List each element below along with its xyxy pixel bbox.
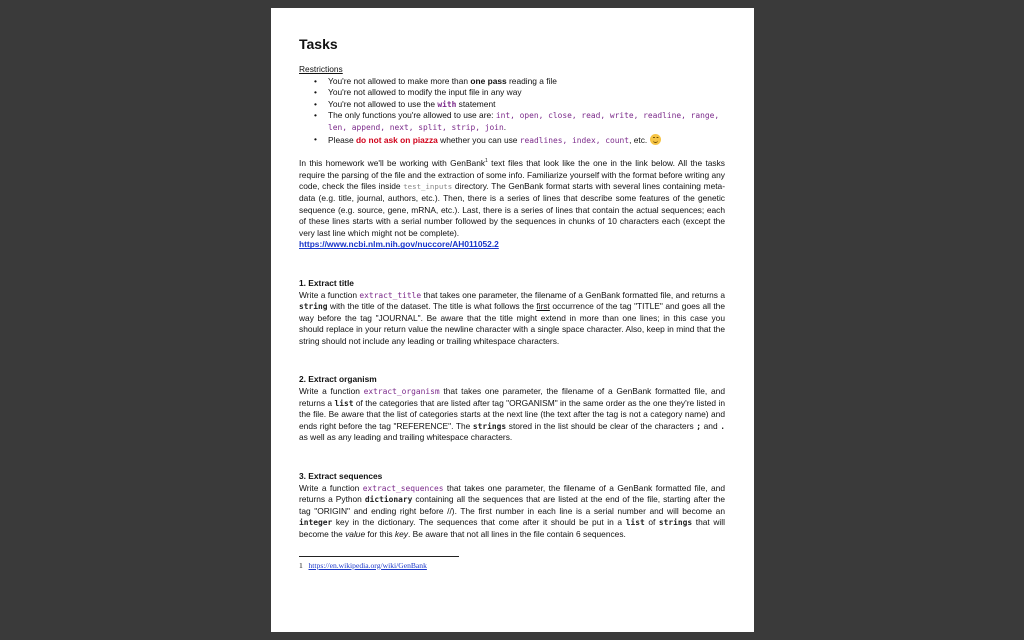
character: . (720, 421, 725, 431)
bullet-icon: • (314, 75, 317, 86)
list-item (314, 75, 725, 88)
text: with the title of the dataset. The title is what follows the (327, 301, 537, 312)
text: that takes one parameter, the filename of a GenBank formatted file, and returns a Python (299, 482, 725, 505)
text: Write a function (299, 386, 364, 397)
bullet-icon: • (314, 98, 317, 109)
section-extract-sequences (299, 471, 725, 541)
footnote (299, 560, 725, 572)
footnote-number: 1 (299, 560, 303, 570)
inline-code: int, open, close, read, write, readline, range, len, append, next, split, strip, join (328, 111, 720, 132)
inline-code: readlines, index, count (519, 135, 630, 145)
type-name: list (334, 398, 354, 408)
text: and (701, 420, 721, 431)
text: , etc. (629, 134, 648, 145)
list-item (314, 87, 725, 99)
bullet-icon: • (314, 110, 317, 121)
text: key in the dictionary. The sequences that come after it should be put in a (332, 517, 626, 528)
section-title: 3. Extract sequences (299, 471, 383, 482)
inline-code: test_inputs (403, 182, 453, 192)
intro-paragraph (299, 158, 725, 239)
bullet-icon: • (314, 87, 317, 98)
section-body (299, 386, 725, 444)
text: You're not allowed to use the (328, 98, 438, 109)
footnote-divider (299, 556, 459, 557)
function-name: extract_title (359, 290, 422, 300)
bullet-icon: • (314, 133, 317, 144)
emphasis: first (536, 301, 550, 312)
emphasis: one pass (470, 75, 507, 86)
restrictions-list (299, 76, 725, 147)
text: You're not allowed to make more than (328, 75, 471, 86)
text: of (644, 517, 659, 528)
list-item (314, 98, 725, 111)
section-title: 1. Extract title (299, 277, 354, 288)
character: ; (696, 421, 702, 431)
emphasis: value (345, 529, 366, 539)
text: that takes one parameter, the filename of a GenBank formatted file, and returns a (299, 386, 725, 408)
text: containing all the sequences that are listed at the end of the file, starting after the tag "ORIGIN" and ending right before //). The first number in each line is a serial number and will become an (299, 494, 725, 516)
page-title: Tasks (299, 36, 338, 52)
list-item (314, 133, 725, 147)
document-page (271, 8, 754, 632)
text: In this homework we'll be working with GenBank (299, 158, 486, 169)
emphasis: key (394, 529, 408, 539)
text: stored in the list should be clear of the characters (506, 420, 697, 431)
section-title: 2. Extract organism (299, 374, 377, 385)
text: Write a function (299, 482, 363, 493)
inline-code: with (437, 99, 457, 109)
type-name: integer (299, 518, 333, 528)
function-name: extract_organism (363, 387, 440, 397)
footnote-link[interactable]: https://en.wikipedia.org/wiki/GenBank (308, 560, 427, 570)
section-extract-organism (299, 374, 725, 444)
text: that will become the (299, 517, 725, 539)
section-extract-title (299, 278, 725, 348)
type-name: strings (658, 518, 693, 528)
grimacing-face-icon (650, 134, 661, 145)
text: directory. The GenBank format starts with several lines containing meta-data (e.g. title, journal, authors, etc.). Then, there is a series of lines that describe some features of the genetic sequence (e.g. source, gene, mRNA, etc.). Last, there is a series of lines that contain the actual sequences; each of these lines starts with a serial number followed by the sequences in chunks of 10 characters each (except the very last line which might not be complete). (299, 181, 726, 238)
text: . Be aware that not all lines in the file contain 6 sequences. (407, 529, 626, 539)
text: statement (456, 98, 496, 109)
restrictions-heading: Restrictions (299, 64, 343, 74)
text: occurrence of the tag "TITLE" and goes all the way before the tag "JOURNAL". Be aware that the title might extend in more than one lines; in this case you should replace in your return value the newline character with a single space character. Also, keep in mind that the string should not include any leading or trailing whitespace characters. (299, 301, 725, 346)
type-name: strings (472, 421, 507, 431)
text: as well as any leading and trailing whitespace characters. (299, 432, 513, 443)
warning-text: do not ask on piazza (355, 134, 438, 145)
text: that takes one parameter, the filename of a GenBank formatted file, and returns a (421, 289, 725, 300)
text: reading a file (506, 75, 557, 86)
genbank-link[interactable]: https://www.ncbi.nlm.nih.gov/nuccore/AH011052.2 (299, 239, 499, 250)
text: You're not allowed to modify the input file in any way (328, 87, 522, 98)
footnote-ref[interactable]: 1 (485, 158, 488, 165)
text: Please (328, 134, 356, 145)
type-name: dictionary (364, 495, 413, 505)
section-body (299, 290, 725, 348)
text: text files that look like the one in the link below. All the tasks require the parsing of the file and the extraction of some info. Familiarize yourself with the format before writing any code, check the files inside (299, 158, 725, 192)
function-name: extract_sequences (362, 483, 444, 493)
type-name: string (299, 302, 328, 312)
text: whether you can use (437, 134, 520, 145)
text: of the categories that are listed after tag "ORGANISM" in the same order as the one they're listed in the file. Be aware that the list of categories starts at the next line (the text after the tag is not a category name) and ends right before the tag "REFERENCE". The (299, 397, 725, 431)
text: . (503, 121, 507, 132)
list-item (314, 110, 725, 133)
type-name: list (625, 518, 645, 528)
text: Write a function (299, 289, 360, 300)
section-body (299, 483, 725, 541)
text: for this (365, 529, 395, 539)
text: The only functions you're allowed to use are: (328, 110, 496, 121)
